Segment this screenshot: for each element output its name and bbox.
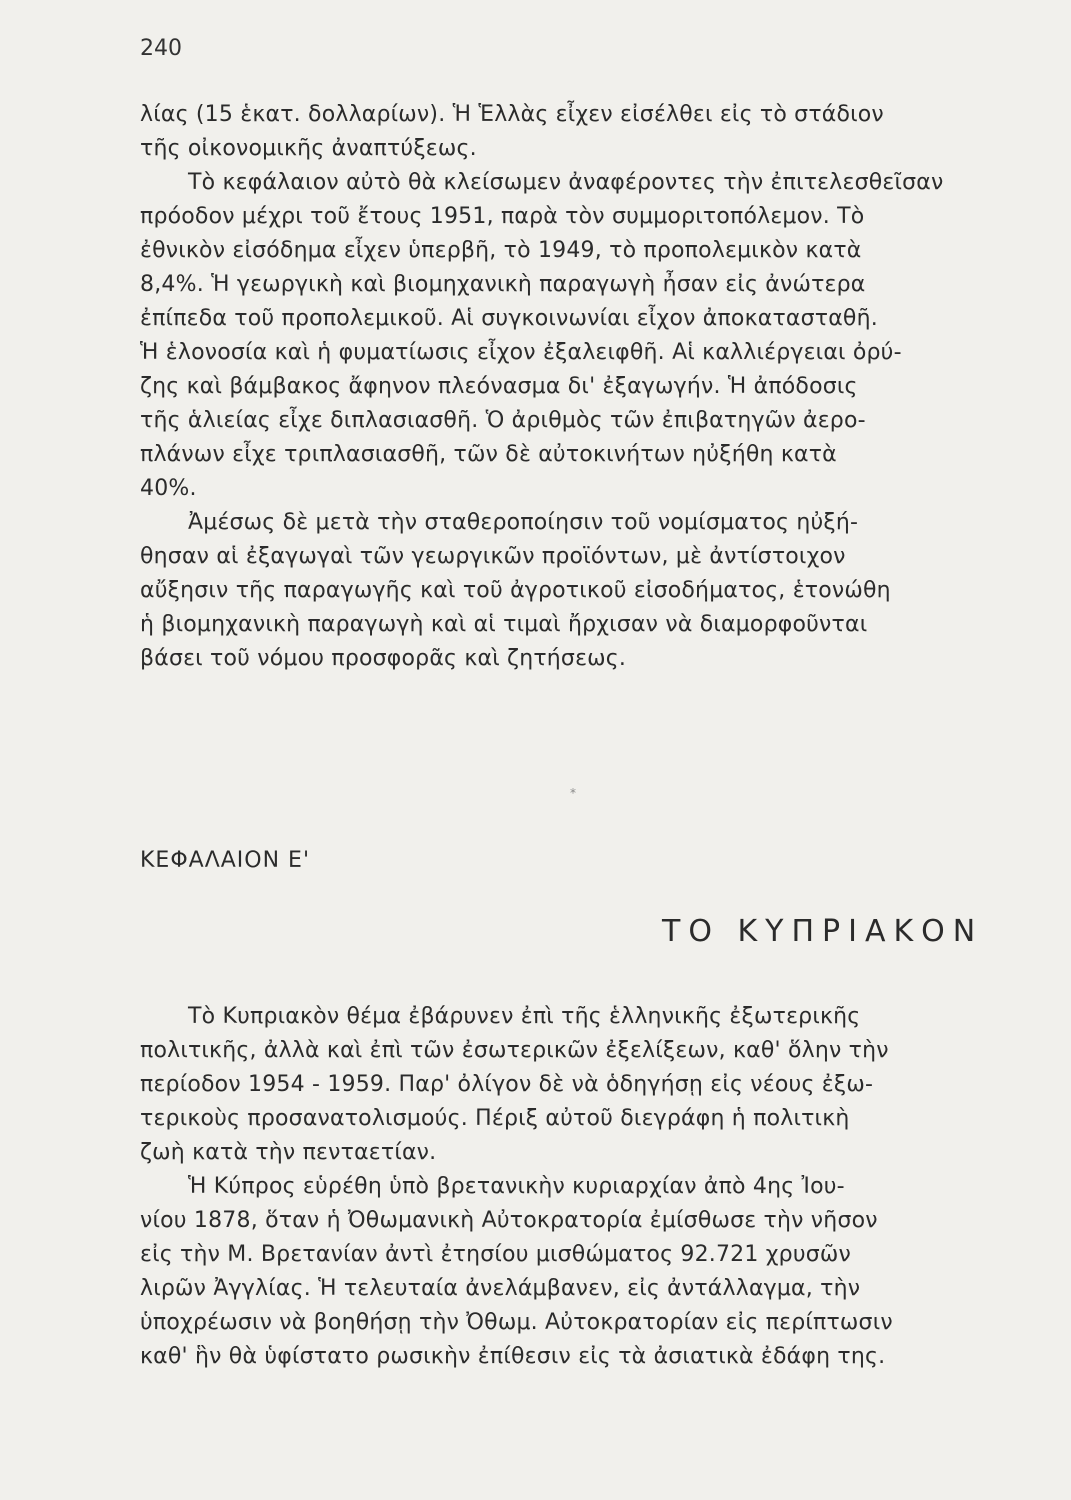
text-line: Τὸ Κυπριακὸν θέμα ἐβάρυνεν ἐπὶ τῆς ἑλληνικῆς ἐξωτερικῆς bbox=[188, 1004, 861, 1029]
page-number: 240 bbox=[140, 36, 182, 61]
text-line: Τὸ κεφάλαιον αὐτὸ θὰ κλείσωμεν ἀναφέροντες τὴν ἐπιτελεσθεῖσαν bbox=[188, 170, 944, 195]
text-block-before bbox=[140, 98, 1030, 676]
text-line: περίοδον 1954 - 1959. Παρ' ὀλίγον δὲ νὰ ὁδηγήσῃ εἰς νέους ἐξω- bbox=[140, 1072, 874, 1097]
text-line: Ἡ ἑλονοσία καὶ ἡ φυματίωσις εἶχον ἐξαλειφθῆ. Αἱ καλλιέργειαι ὀρύ- bbox=[140, 340, 902, 365]
text-line: 8,4%. Ἡ γεωργικὴ καὶ βιομηχανικὴ παραγωγὴ ἦσαν εἰς ἀνώτερα bbox=[140, 272, 866, 297]
text-line: ἐπίπεδα τοῦ προπολεμικοῦ. Αἱ συγκοινωνίαι εἶχον ἀποκατασταθῆ. bbox=[140, 306, 878, 331]
text-line: θησαν αἱ ἐξαγωγαὶ τῶν γεωργικῶν προϊόντων, μὲ ἀντίστοιχον bbox=[140, 544, 846, 569]
text-line: ζης καὶ βάμβακος ἄφηνον πλεόνασμα δι' ἐξαγωγήν. Ἡ ἀπόδοσις bbox=[140, 374, 858, 399]
text-line: Ἀμέσως δὲ μετὰ τὴν σταθεροποίησιν τοῦ νομίσματος ηὐξή- bbox=[188, 510, 859, 535]
text-line: καθ' ἣν θὰ ὑφίστατο ρωσικὴν ἐπίθεσιν εἰς τὰ ἀσιατικὰ ἐδάφη της. bbox=[140, 1344, 886, 1369]
text-line: 40%. bbox=[140, 476, 197, 501]
text-line: λίας (15 ἑκατ. δολλαρίων). Ἡ Ἑλλὰς εἶχεν εἰσέλθει εἰς τὸ στάδιον bbox=[140, 102, 884, 127]
text-line: πλάνων εἶχε τριπλασιασθῆ, τῶν δὲ αὐτοκινήτων ηὐξήθη κατὰ bbox=[140, 442, 837, 467]
text-block-after bbox=[140, 1000, 1030, 1374]
chapter-title: ΤΟ ΚΥΠΡΙΑΚΟΝ bbox=[662, 914, 984, 949]
text-line: τῆς οἰκονομικῆς ἀναπτύξεως. bbox=[140, 136, 477, 161]
text-line: λιρῶν Ἀγγλίας. Ἡ τελευταία ἀνελάμβανεν, εἰς ἀντάλλαγμα, τὴν bbox=[140, 1276, 861, 1301]
text-line: ἐθνικὸν εἰσόδημα εἶχεν ὑπερβῆ, τὸ 1949, τὸ προπολεμικὸν κατὰ bbox=[140, 238, 862, 263]
text-line: βάσει τοῦ νόμου προσφορᾶς καὶ ζητήσεως. bbox=[140, 646, 627, 671]
text-line: ζωὴ κατὰ τὴν πενταετίαν. bbox=[140, 1140, 437, 1165]
text-line: Ἡ Κύπρος εὑρέθη ὑπὸ βρετανικὴν κυριαρχίαν ἀπὸ 4ης Ἰου- bbox=[188, 1174, 845, 1199]
text-line: εἰς τὴν Μ. Βρετανίαν ἀντὶ ἐτησίου μισθώματος 92.721 χρυσῶν bbox=[140, 1242, 852, 1267]
chapter-label: ΚΕΦΑΛΑΙΟΝ Ε' bbox=[140, 848, 310, 873]
text-line: τῆς ἁλιείας εἶχε διπλασιασθῆ. Ὁ ἀριθμὸς τῶν ἐπιβατηγῶν ἀερο- bbox=[140, 408, 866, 433]
text-line: νίου 1878, ὅταν ἡ Ὀθωμανικὴ Αὐτοκρατορία ἐμίσθωσε τὴν νῆσον bbox=[140, 1208, 878, 1233]
text-line: πολιτικῆς, ἀλλὰ καὶ ἐπὶ τῶν ἐσωτερικῶν ἐξελίξεων, καθ' ὅλην τὴν bbox=[140, 1038, 889, 1063]
text-line: αὔξησιν τῆς παραγωγῆς καὶ τοῦ ἀγροτικοῦ εἰσοδήματος, ἑτονώθη bbox=[140, 578, 891, 603]
text-line: πρόοδον μέχρι τοῦ ἔτους 1951, παρὰ τὸν συμμοριτοπόλεμον. Τὸ bbox=[140, 204, 865, 229]
text-line: ὑποχρέωσιν νὰ βοηθήσῃ τὴν Ὀθωμ. Αὐτοκρατορίαν εἰς περίπτωσιν bbox=[140, 1310, 893, 1335]
text-line: ἡ βιομηχανικὴ παραγωγὴ καὶ αἱ τιμαὶ ἤρχισαν νὰ διαμορφοῦνται bbox=[140, 612, 868, 637]
section-separator: * bbox=[570, 786, 576, 800]
text-line: τερικοὺς προσανατολισμούς. Πέριξ αὐτοῦ διεγράφη ἡ πολιτικὴ bbox=[140, 1106, 850, 1131]
